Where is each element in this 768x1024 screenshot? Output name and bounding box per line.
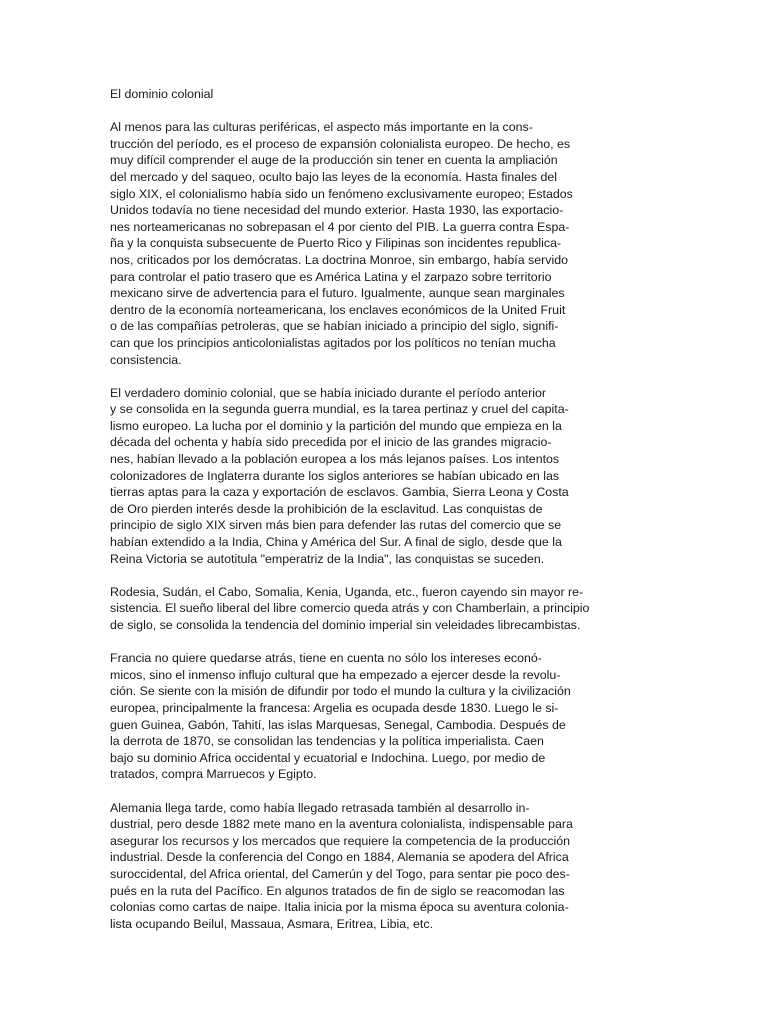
document-body bbox=[110, 119, 620, 932]
text-line: lismo europeo. La lucha por el dominio y la partición del mundo que empieza en la bbox=[110, 418, 562, 433]
text-line: Reina Victoria se autotitula "emperatriz de la India", las conquistas se suceden. bbox=[110, 551, 545, 566]
text-line: europea, principalmente la francesa: Argelia es ocupada desde 1830. Luego le si- bbox=[110, 700, 559, 715]
text-line: ña y la conquista subsecuente de Puerto Rico y Filipinas son incidentes republica- bbox=[110, 236, 562, 251]
text-line: siglo XIX, el colonialismo había sido un fenómeno exclusivamente europeo; Estados bbox=[110, 186, 573, 201]
text-line: trucción del período, es el proceso de expansión colonialista europeo. De hecho, es bbox=[110, 136, 571, 151]
text-line: Alemania llega tarde, como había llegado retrasada también al desarrollo in- bbox=[110, 800, 530, 815]
text-line: y se consolida en la segunda guerra mundial, es la tarea pertinaz y cruel del capita- bbox=[110, 402, 569, 417]
text-line: industrial. Desde la conferencia del Congo en 1884, Alemania se apodera del Africa bbox=[110, 850, 569, 865]
text-line: ción. Se siente con la misión de difundir por todo el mundo la cultura y la civilización bbox=[110, 684, 571, 699]
document-page bbox=[110, 86, 620, 949]
text-line: can que los principios anticolonialistas agitados por los políticos no tenían mucha bbox=[110, 335, 556, 350]
text-line: pués en la ruta del Pacífico. En algunos tratados de fin de siglo se reacomodan las bbox=[110, 883, 565, 898]
paragraph-4 bbox=[110, 650, 620, 783]
text-line: nes norteamericanas no sobrepasan el 4 por ciento del PIB. La guerra contra Espa- bbox=[110, 219, 570, 234]
text-line: del mercado y del saqueo, oculto bajo las leyes de la economía. Hasta finales del bbox=[110, 169, 558, 184]
text-line: asegurar los recursos y los mercados que requiere la competencia de la producción bbox=[110, 833, 571, 848]
text-line: consistencia. bbox=[110, 352, 182, 367]
paragraph-1 bbox=[110, 119, 620, 368]
text-line: década del ochenta y había sido precedida por el inicio de las grandes migracio- bbox=[110, 435, 552, 450]
paragraph-5 bbox=[110, 800, 620, 933]
text-line: o de las compañías petroleras, que se habían iniciado a principio del siglo, signifi- bbox=[110, 319, 559, 334]
text-line: sistencia. El sueño liberal del libre comercio queda atrás y con Chamberlain, a principio bbox=[110, 601, 590, 616]
text-line: muy difícil comprender el auge de la producción sin tener en cuenta la ampliación bbox=[110, 153, 558, 168]
text-line: habían extendido a la India, China y América del Sur. A final de siglo, desde que la bbox=[110, 535, 562, 550]
text-line: tratados, compra Marruecos y Egipto. bbox=[110, 767, 317, 782]
text-line: principio de siglo XIX sirven más bien para defender las rutas del comercio que se bbox=[110, 518, 562, 533]
text-line: lista ocupando Beilul, Massaua, Asmara, Eritrea, Libia, etc. bbox=[110, 916, 434, 931]
paragraph-2 bbox=[110, 385, 620, 568]
text-line: mexicano sirve de advertencia para el futuro. Igualmente, aunque sean marginales bbox=[110, 286, 565, 301]
text-line: El verdadero dominio colonial, que se había iniciado durante el período anterior bbox=[110, 385, 547, 400]
text-line: Unidos todavía no tiene necesidad del mundo exterior. Hasta 1930, las exportacio- bbox=[110, 203, 564, 218]
text-line: dustrial, pero desde 1882 mete mano en la aventura colonialista, indispensable para bbox=[110, 817, 573, 832]
text-line: micos, sino el inmenso influjo cultural que ha empezado a ejercer desde la revolu- bbox=[110, 667, 561, 682]
paragraph-3 bbox=[110, 584, 620, 634]
text-line: la derrota de 1870, se consolidan las tendencias y la política imperialista. Caen bbox=[110, 734, 544, 749]
text-line: guen Guinea, Gabón, Tahití, las islas Marquesas, Senegal, Cambodia. Después de bbox=[110, 717, 566, 732]
text-line: suroccidental, del Africa oriental, del Camerún y del Togo, para sentar pie poco des- bbox=[110, 866, 570, 881]
text-line: Al menos para las culturas periféricas, el aspecto más importante en la cons- bbox=[110, 120, 533, 135]
text-line: bajo su dominio Africa occidental y ecuatorial e Indochina. Luego, por medio de bbox=[110, 750, 546, 765]
text-line: de siglo, se consolida la tendencia del dominio imperial sin veleidades librecambistas. bbox=[110, 618, 581, 632]
text-line: de Oro pierden interés desde la prohibición de la esclavitud. Las conquistas de bbox=[110, 501, 543, 516]
text-line: nos, criticados por los demócratas. La doctrina Monroe, sin embargo, había servido bbox=[110, 252, 568, 267]
text-line: Francia no quiere quedarse atrás, tiene en cuenta no sólo los intereses econó- bbox=[110, 651, 542, 666]
text-line: tierras aptas para la caza y exportación de esclavos. Gambia, Sierra Leona y Costa bbox=[110, 485, 569, 500]
text-line: colonizadores de Inglaterra durante los siglos anteriores se habían ubicado en las bbox=[110, 468, 560, 483]
text-line: nes, habían llevado a la población europea a los más lejanos países. Los intentos bbox=[110, 452, 560, 467]
document-title: El dominio colonial bbox=[110, 87, 214, 101]
text-line: colonias como cartas de naipe. Italia inicia por la misma época su aventura colonia- bbox=[110, 900, 569, 915]
text-line: Rodesia, Sudán, el Cabo, Somalia, Kenia, Uganda, etc., fueron cayendo sin mayor re- bbox=[110, 584, 584, 599]
text-line: para controlar el patio trasero que es América Latina y el zarpazo sobre territorio bbox=[110, 269, 552, 284]
text-line: dentro de la economía norteamericana, los enclaves económicos de la United Fruit bbox=[110, 302, 566, 317]
